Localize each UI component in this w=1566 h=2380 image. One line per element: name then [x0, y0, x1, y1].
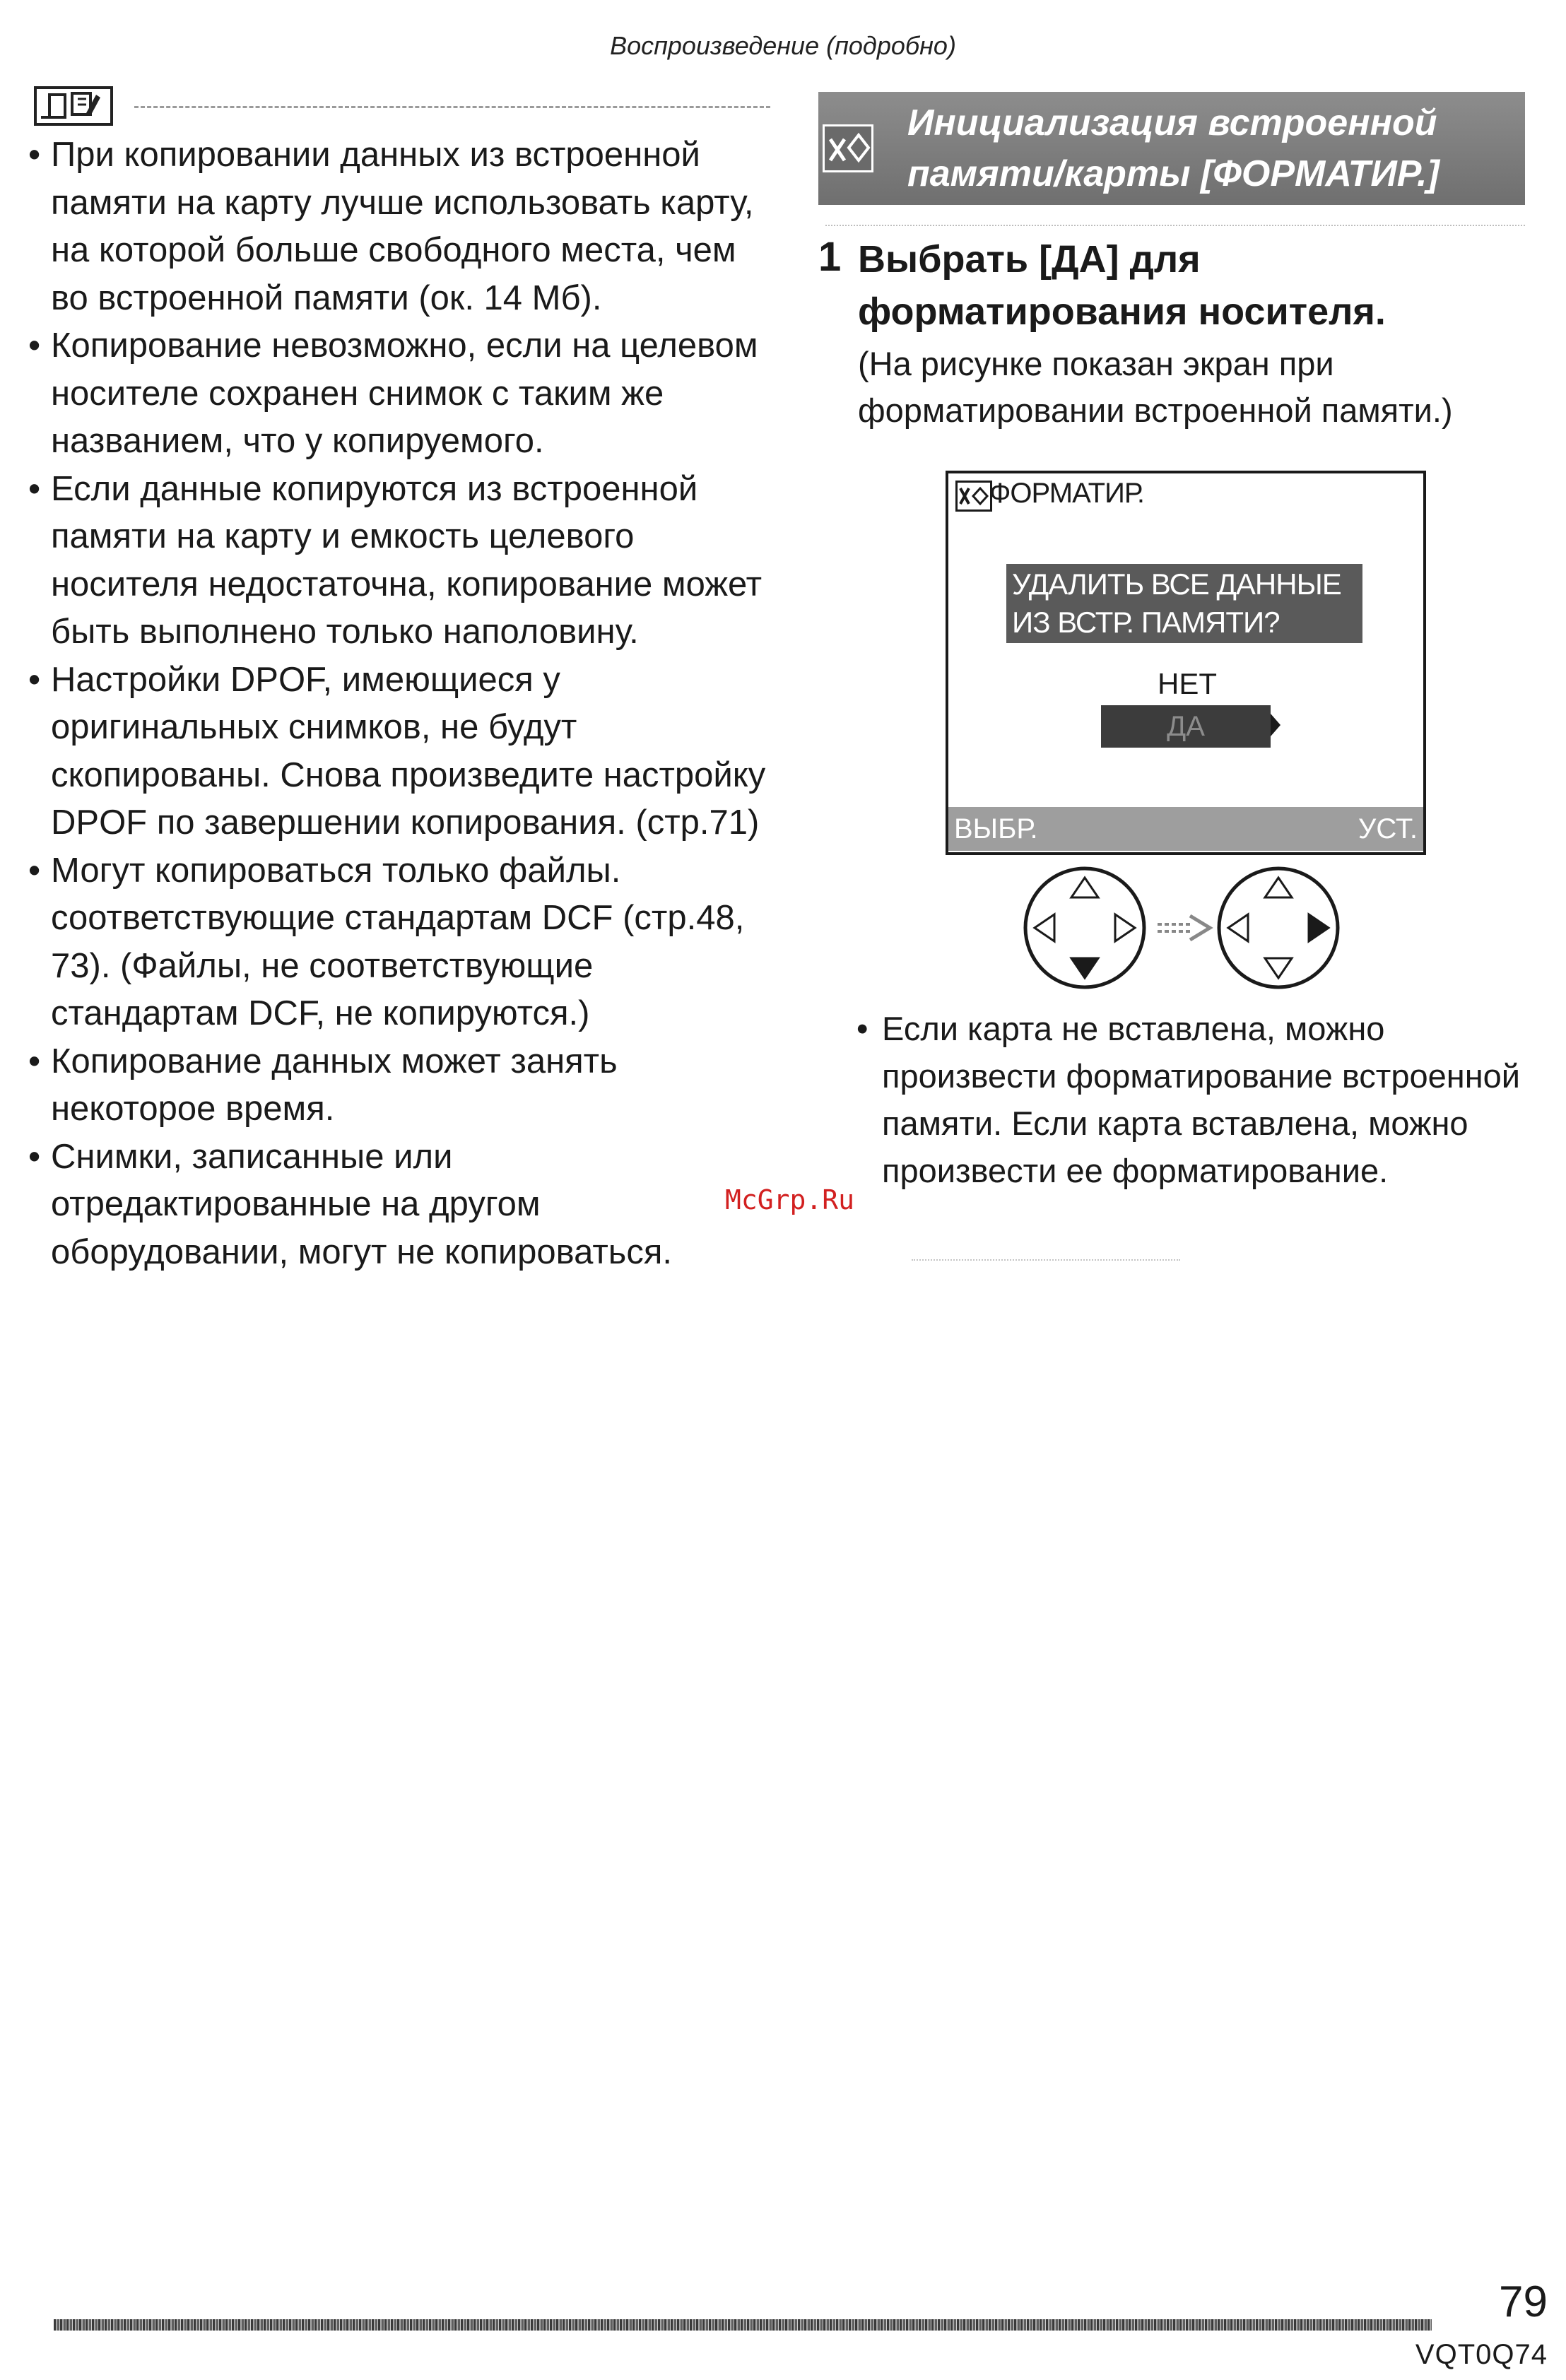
note-item: • Копирование данных может занять некоторое время. — [34, 1038, 776, 1133]
format-icon — [955, 481, 992, 512]
notes-column — [34, 131, 776, 1276]
dpad-left-graphic — [1022, 865, 1148, 991]
running-header: Воспроизведение (подробно) — [610, 31, 956, 60]
footer-select-label: ВЫБР. — [954, 813, 1038, 844]
note-icon-graphic — [37, 89, 110, 123]
dpad-right-icon — [1215, 865, 1341, 991]
option-yes[interactable]: ДА — [1101, 705, 1271, 748]
section-title: Инициализация встроенной памяти/карты [ФОРМАТИР.] — [907, 102, 1440, 194]
screen-title: ФОРМАТИР. — [989, 478, 1145, 509]
option-no[interactable]: НЕТ — [1158, 667, 1217, 700]
footer-bar — [54, 2319, 1432, 2331]
section-divider — [825, 225, 1525, 226]
footer-set-label: УСТ. — [1358, 813, 1418, 844]
right-note-list — [856, 1005, 1528, 1194]
right-divider — [912, 1259, 1180, 1261]
note-divider — [134, 106, 770, 108]
step-title: Выбрать [ДА] для форматирования носителя. — [858, 238, 1386, 333]
note-item: • При копировании данных из встроенной памяти на карту лучше использовать карту, на которой больше свободного места, чем во встроенной памяти (ок. 14 Мб). — [34, 131, 776, 322]
note-item: • Могут копироваться только файлы. соответствующие стандартам DCF (стр.48, 73). (Файлы, не соответствующие стандартам DCF, не копируются.) — [34, 847, 776, 1038]
screen-question: УДАЛИТЬ ВСЕ ДАННЫЕ ИЗ ВСТР. ПАМЯТИ? — [1006, 564, 1362, 643]
model-code: VQT0Q74 — [1415, 2339, 1548, 2370]
dpad-down-icon — [1022, 865, 1148, 991]
note-item: • Настройки DPOF, имеющиеся у оригинальных снимков, не будут скопированы. Снова произведите настройку DPOF по завершении копирования. (стр.71) — [34, 656, 776, 847]
format-icon-graphic — [825, 126, 871, 170]
right-note-item: • Если карта не вставлена, можно произвести форматирование встроенной памяти. Если карта вставлена, можно произвести ее форматирование. — [856, 1005, 1528, 1194]
dpad-right-graphic — [1215, 865, 1341, 991]
note-item: • Снимки, записанные или отредактированные на другом оборудовании, могут не копироваться. — [34, 1133, 776, 1277]
note-item: • Копирование невозможно, если на целевом носителе сохранен снимок с таким же названием, что у копируемого. — [34, 322, 776, 466]
format-icon — [823, 124, 873, 172]
watermark: McGrp.Ru — [725, 1184, 855, 1215]
note-item: • Если данные копируются из встроенной памяти на карту и емкость целевого носителя недостаточна, копирование может быть выполнено только наполовину. — [34, 466, 776, 656]
notes-list — [34, 131, 776, 1276]
screen-format-icon-graphic — [958, 483, 990, 509]
note-icon — [34, 86, 113, 126]
screen-footer — [948, 807, 1423, 851]
page-number: 79 — [1499, 2278, 1548, 2326]
camera-screen — [946, 471, 1426, 855]
option-arrow-icon — [1271, 714, 1281, 736]
arrow-right-icon — [1155, 909, 1214, 947]
transition-arrow-graphic — [1155, 909, 1214, 947]
step-number: 1 — [818, 234, 842, 280]
step-caption: (На рисунке показан экран при форматировании встроенной памяти.) — [858, 345, 1453, 429]
